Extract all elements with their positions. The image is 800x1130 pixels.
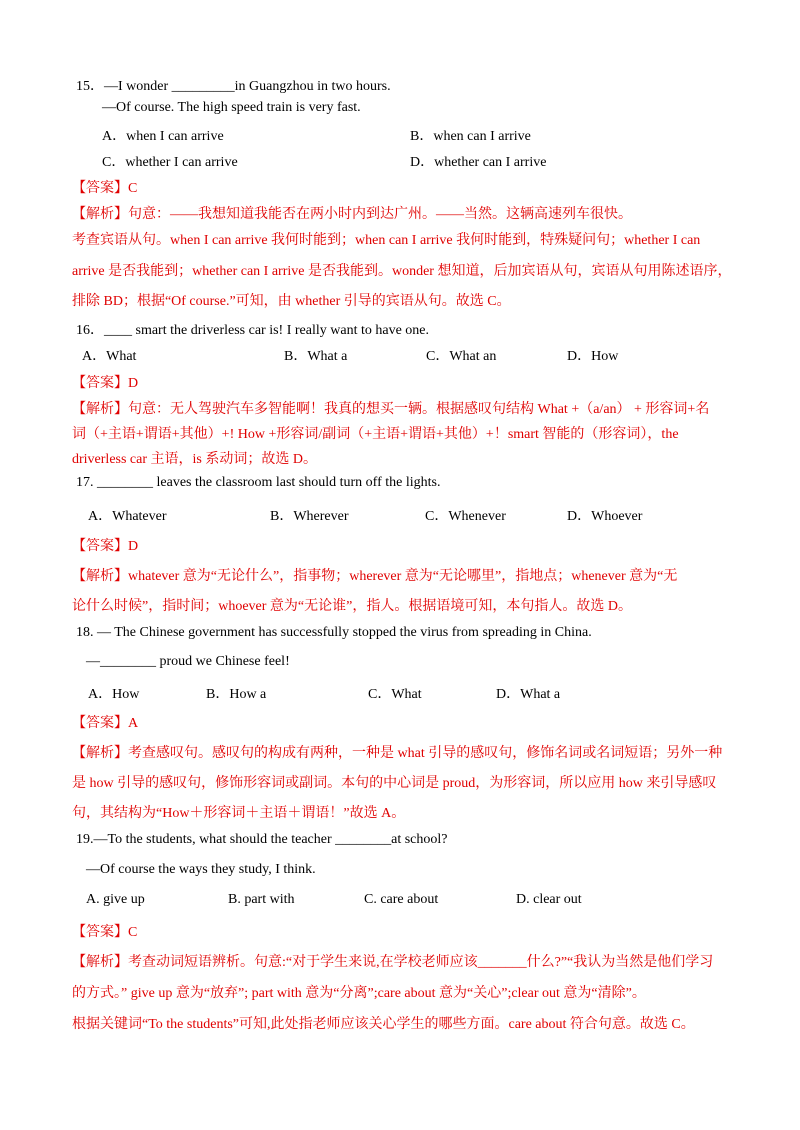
question-19-analysis-line-2: 的方式。” give up 意为“放弃”; part with 意为“分离”;care about 意为“关心”;clear out 意为“清除”。 <box>72 986 646 1001</box>
question-18-stem: 18. — The Chinese government has successfully stopped the virus from spreading in China. <box>76 625 592 640</box>
question-15-stem: 15．—I wonder _________in Guangzhou in two hours. <box>76 79 391 94</box>
question-19-option-a: A. give up <box>86 892 145 907</box>
question-18-stem-reply: —________ proud we Chinese feel! <box>86 654 290 669</box>
question-16-option-a: A．What <box>82 349 137 364</box>
analysis-label: 【解析】 <box>72 207 128 222</box>
question-18-option-c: C．What <box>368 687 422 702</box>
answer-value: D <box>128 539 139 554</box>
question-17-option-b: B．Wherever <box>270 509 349 524</box>
analysis-text: 考查动词短语辨析。句意:“对于学生来说,在学校老师应该_______什么?”“我认为当然是他们学习 <box>128 955 714 970</box>
question-19-stem: 19.—To the students, what should the teacher ________at school? <box>76 832 448 847</box>
question-17-option-a: A．Whatever <box>88 509 167 524</box>
question-19-option-c: C. care about <box>364 892 439 907</box>
question-15-analysis-line-3: arrive 是否我能到；whether can I arrive 是否我能到。wonder 想知道，后加宾语从句，宾语从句用陈述语序， <box>72 264 732 279</box>
answer-value: A <box>128 716 139 731</box>
question-16-analysis-line-1 <box>72 398 732 418</box>
question-19-option-d: D. clear out <box>516 892 582 907</box>
answer-value: D <box>128 376 139 391</box>
analysis-text: whatever 意为“无论什么”，指事物；wherever 意为“无论哪里”，指地点；whenever 意为“无 <box>128 569 678 584</box>
question-17-answer <box>72 535 138 555</box>
answer-label: 【答案】 <box>72 716 128 731</box>
question-18-option-d: D．What a <box>496 687 561 702</box>
question-16-analysis-line-2: 词（+主语+谓语+其他）+! How +形容词/副词（+主语+谓语+其他）+！smart 智能的（形容词），the <box>72 427 679 442</box>
question-15-option-c: C．whether I can arrive <box>102 155 238 170</box>
answer-value: C <box>128 181 138 196</box>
analysis-label: 【解析】 <box>72 569 128 584</box>
question-16-option-d: D．How <box>567 349 619 364</box>
answer-label: 【答案】 <box>72 925 128 940</box>
question-15-option-d: D．whether can I arrive <box>410 155 547 170</box>
question-18-analysis-line-3: 句，其结构为“How＋形容词＋主语＋谓语！”故选 A。 <box>72 806 406 821</box>
question-19-analysis-line-3: 根据关键词“To the students”可知,此处指老师应该关心学生的哪些方面。care about 符合句意。故选 C。 <box>72 1017 695 1032</box>
answer-value: C <box>128 925 138 940</box>
question-16-analysis-line-3: driverless car 主语，is 系动词；故选 D。 <box>72 452 317 467</box>
question-17-option-c: C．Whenever <box>425 509 506 524</box>
answer-label: 【答案】 <box>72 539 128 554</box>
analysis-label: 【解析】 <box>72 746 128 761</box>
question-18-option-a: A．How <box>88 687 140 702</box>
analysis-text: 句意：——我想知道我能否在两小时内到达广州。——当然。这辆高速列车很快。 <box>128 207 632 222</box>
analysis-label: 【解析】 <box>72 402 128 417</box>
question-17-stem: 17. ________ leaves the classroom last should turn off the lights. <box>76 475 441 490</box>
analysis-label: 【解析】 <box>72 955 128 970</box>
question-15-option-b: B．when can I arrive <box>410 129 531 144</box>
question-16-stem: 16．____ smart the driverless car is! I really want to have one. <box>76 323 430 338</box>
question-19-option-b: B. part with <box>228 892 295 907</box>
question-17-option-d: D．Whoever <box>567 509 643 524</box>
question-18-answer <box>72 712 138 732</box>
question-19-analysis-line-1 <box>72 951 732 971</box>
question-18-analysis-line-1 <box>72 742 732 762</box>
question-16-option-b: B．What a <box>284 349 348 364</box>
analysis-text: 考查感叹句。感叹句的构成有两种，一种是 what 引导的感叹句，修饰名词或名词短语；另外一种 <box>128 746 723 761</box>
question-15-answer <box>72 177 137 197</box>
question-19-answer <box>72 921 137 941</box>
question-17-analysis-line-1 <box>72 565 732 585</box>
question-16-answer <box>72 372 138 392</box>
question-16-option-c: C．What an <box>426 349 497 364</box>
question-19-stem-reply: —Of course the ways they study, I think. <box>86 862 316 877</box>
question-15-option-a: A．when I can arrive <box>102 129 224 144</box>
question-18-option-b: B．How a <box>206 687 267 702</box>
question-18-analysis-line-2: 是 how 引导的感叹句，修饰形容词或副词。本句的中心词是 proud，为形容词，所以应用 how 来引导感叹 <box>72 776 717 791</box>
question-15-analysis-line-1 <box>72 203 732 223</box>
question-17-analysis-line-2: 论什么时候”，指时间；whoever 意为“无论谁”，指人。根据语境可知，本句指人。故选 D。 <box>72 599 632 614</box>
answer-label: 【答案】 <box>72 376 128 391</box>
analysis-text: 句意：无人驾驶汽车多智能啊！我真的想买一辆。根据感叹句结构 What +（a/an） + 形容词+名 <box>128 402 710 417</box>
question-15-stem-reply: —Of course. The high speed train is very fast. <box>102 100 361 115</box>
question-15-analysis-line-2: 考查宾语从句。when I can arrive 我何时能到；when can I arrive 我何时能到，特殊疑问句；whether I can <box>72 233 701 248</box>
answer-label: 【答案】 <box>72 181 128 196</box>
question-15-analysis-line-4: 排除 BD；根据“Of course.”可知，由 whether 引导的宾语从句。故选 C。 <box>72 294 511 309</box>
